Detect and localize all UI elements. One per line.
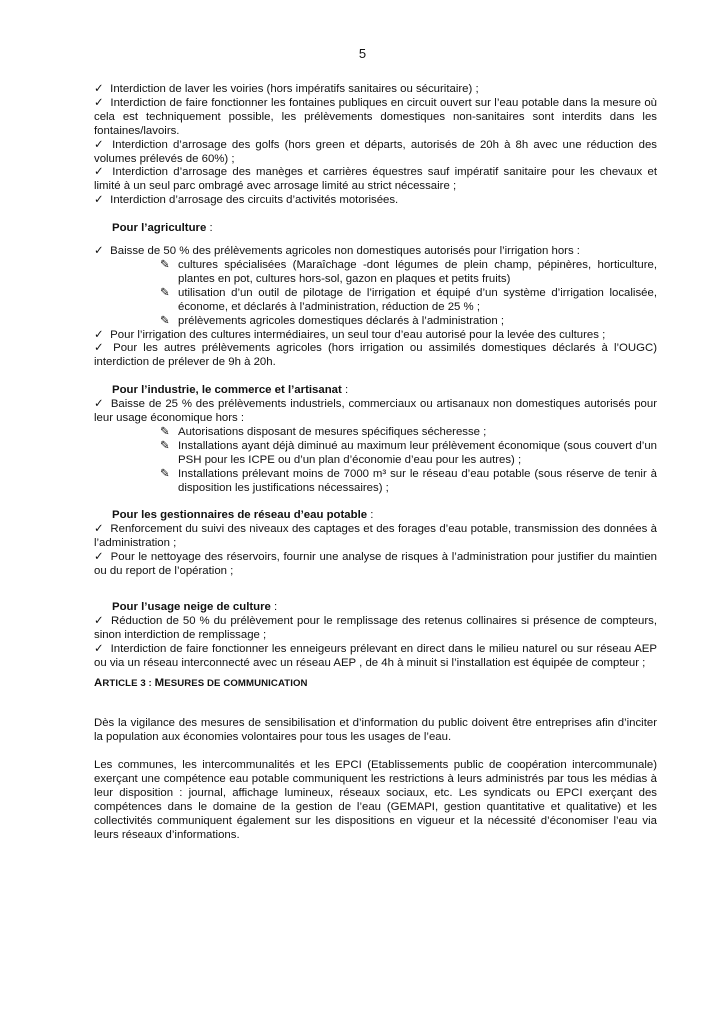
list-item: ✓ Pour l’irrigation des cultures intermédiaires, un seul tour d’eau autorisé pour la levée des cultures ; [94, 328, 606, 341]
list-item: ✓ Interdiction de faire fonctionner les enneigeurs prélevant en direct dans le milieu naturel ou sur réseau AEP ou via un réseau interconnecté avec un réseau AEP , de 4h à minuit si l’installation est équipée de compteur ; [94, 642, 657, 669]
check-icon: ✓ [94, 642, 104, 655]
pencil-icon: ✎ [160, 314, 170, 327]
sub-item: ✎ utilisation d’un outil de pilotage de l’irrigation et équipé d’un système d’irrigation localisée, économe, et déclarés à l’administration, réduction de 25 % ; [160, 286, 657, 313]
sub-item: ✎ cultures spécialisées (Maraîchage -dont légumes de plein champ, pépinères, horticulture, plantes en pot, cultures hors-sol, gazon en plaques et petits fruits) [160, 258, 657, 285]
section-heading-neige: Pour l’usage neige de culture : [112, 601, 278, 613]
section-heading-agriculture: Pour l’agriculture : [112, 222, 213, 235]
pencil-icon: ✎ [160, 286, 170, 299]
section-heading-reseau: Pour les gestionnaires de réseau d’eau potable : [112, 509, 374, 522]
check-icon: ✓ [94, 523, 104, 536]
check-icon: ✓ [94, 96, 104, 109]
check-icon: ✓ [94, 614, 104, 627]
page-number: 5 [358, 46, 367, 61]
check-icon: ✓ [94, 398, 104, 411]
sub-item: ✎ prélèvements agricoles domestiques déclarés à l’administration ; [160, 314, 505, 327]
check-icon: ✓ [94, 342, 104, 355]
check-icon: ✓ [94, 138, 104, 151]
check-icon: ✓ [94, 166, 104, 179]
list-item: ✓ Interdiction d’arrosage des circuits d’activités motorisées. [94, 194, 399, 207]
check-icon: ✓ [94, 328, 104, 341]
list-item: ✓ Réduction de 50 % du prélèvement pour le remplissage des retenus collinaires si présence de compteurs, sinon interdiction de remplissage ; [94, 614, 657, 641]
list-item: ✓ Renforcement du suivi des niveaux des captages et des forages d’eau potable, transmission des données à l’administration ; [94, 523, 657, 550]
check-icon: ✓ [94, 245, 104, 258]
sub-item: ✎ Installations prélevant moins de 7000 m³ sur le réseau d’eau potable (sous réserve de tenir à disposition les justifications nécessaires) ; [160, 467, 657, 494]
pencil-icon: ✎ [160, 467, 170, 480]
pencil-icon: ✎ [160, 425, 170, 438]
sub-item: ✎ Autorisations disposant de mesures spécifiques sécheresse ; [160, 425, 487, 438]
article-heading: ARTICLE 3 : MESURES DE COMMUNICATION [94, 676, 308, 689]
list-item: ✓ Interdiction d’arrosage des golfs (hors green et départs, autorisés de 20h à 8h avec une réduction des volumes prélevés de 60%) ; [94, 138, 657, 165]
list-item: ✓ Pour le nettoyage des réservoirs, fournir une analyse de risques à l’administration pour justifier du maintien ou du report de l’opération ; [94, 551, 657, 578]
document-body [94, 83, 657, 843]
pencil-icon: ✎ [160, 258, 170, 271]
sub-item: ✎ Installations ayant déjà diminué au maximum leur prélèvement économique (sous couvert d’un PSH pour les ICPE ou d’un plan d’économie d’eau pour les autres) ; [160, 439, 657, 466]
pencil-icon: ✎ [160, 439, 170, 452]
section-heading-industrie: Pour l’industrie, le commerce et l’artisanat : [112, 384, 349, 397]
list-item: ✓ Interdiction de faire fonctionner les fontaines publiques en circuit ouvert sur l’eau potable dans la mesure où cela est techniquement possible, les prélèvements domestiques non-sanitaires sont interdits dans les fontaines/lavoirs. [94, 96, 657, 137]
check-icon: ✓ [94, 551, 104, 564]
paragraph: Les communes, les intercommunalités et les EPCI (Etablissements public de coopération intercommunale) exerçant une compétence eau potable communiquent les restrictions à leurs administrés par tous les médias à leur disposition : journal, affichage lumineux, réseaux sociaux, etc. Les syndicats ou EPCI exerçant des compétences dans le domaine de la gestion de l’eau (GEMAPI, gestion quantitative et qualitative) et les collectivités communiquent également sur les dispositions en vigueur et la nécessité d’économiser l’eau via leurs réseaux d’informations. [94, 759, 657, 841]
check-icon: ✓ [94, 194, 104, 207]
paragraph: Dès la vigilance des mesures de sensibilisation et d’information du public doivent être entreprises afin d’inciter la population aux économies volontaires pour tous les usages de l’eau. [94, 717, 657, 744]
list-item: ✓ Baisse de 25 % des prélèvements industriels, commerciaux ou artisanaux non domestiques autorisés pour leur usage économique hors : [94, 398, 657, 425]
list-item: ✓ Interdiction d’arrosage des manèges et carrières équestres sauf impératif sanitaire pour les chevaux et limité à un seul parc ombragé avec arrosage limité au strict nécessaire ; [94, 166, 657, 193]
check-icon: ✓ [94, 83, 104, 95]
list-item: ✓ Interdiction de laver les voiries (hors impératifs sanitaires ou sécuritaire) ; [94, 83, 479, 95]
list-item: ✓ Baisse de 50 % des prélèvements agricoles non domestiques autorisés pour l’irrigation hors : [94, 245, 580, 258]
list-item: ✓ Pour les autres prélèvements agricoles (hors irrigation ou assimilés domestiques déclarés à l’OUGC) interdiction de prélever de 9h à 20h. [94, 342, 657, 369]
